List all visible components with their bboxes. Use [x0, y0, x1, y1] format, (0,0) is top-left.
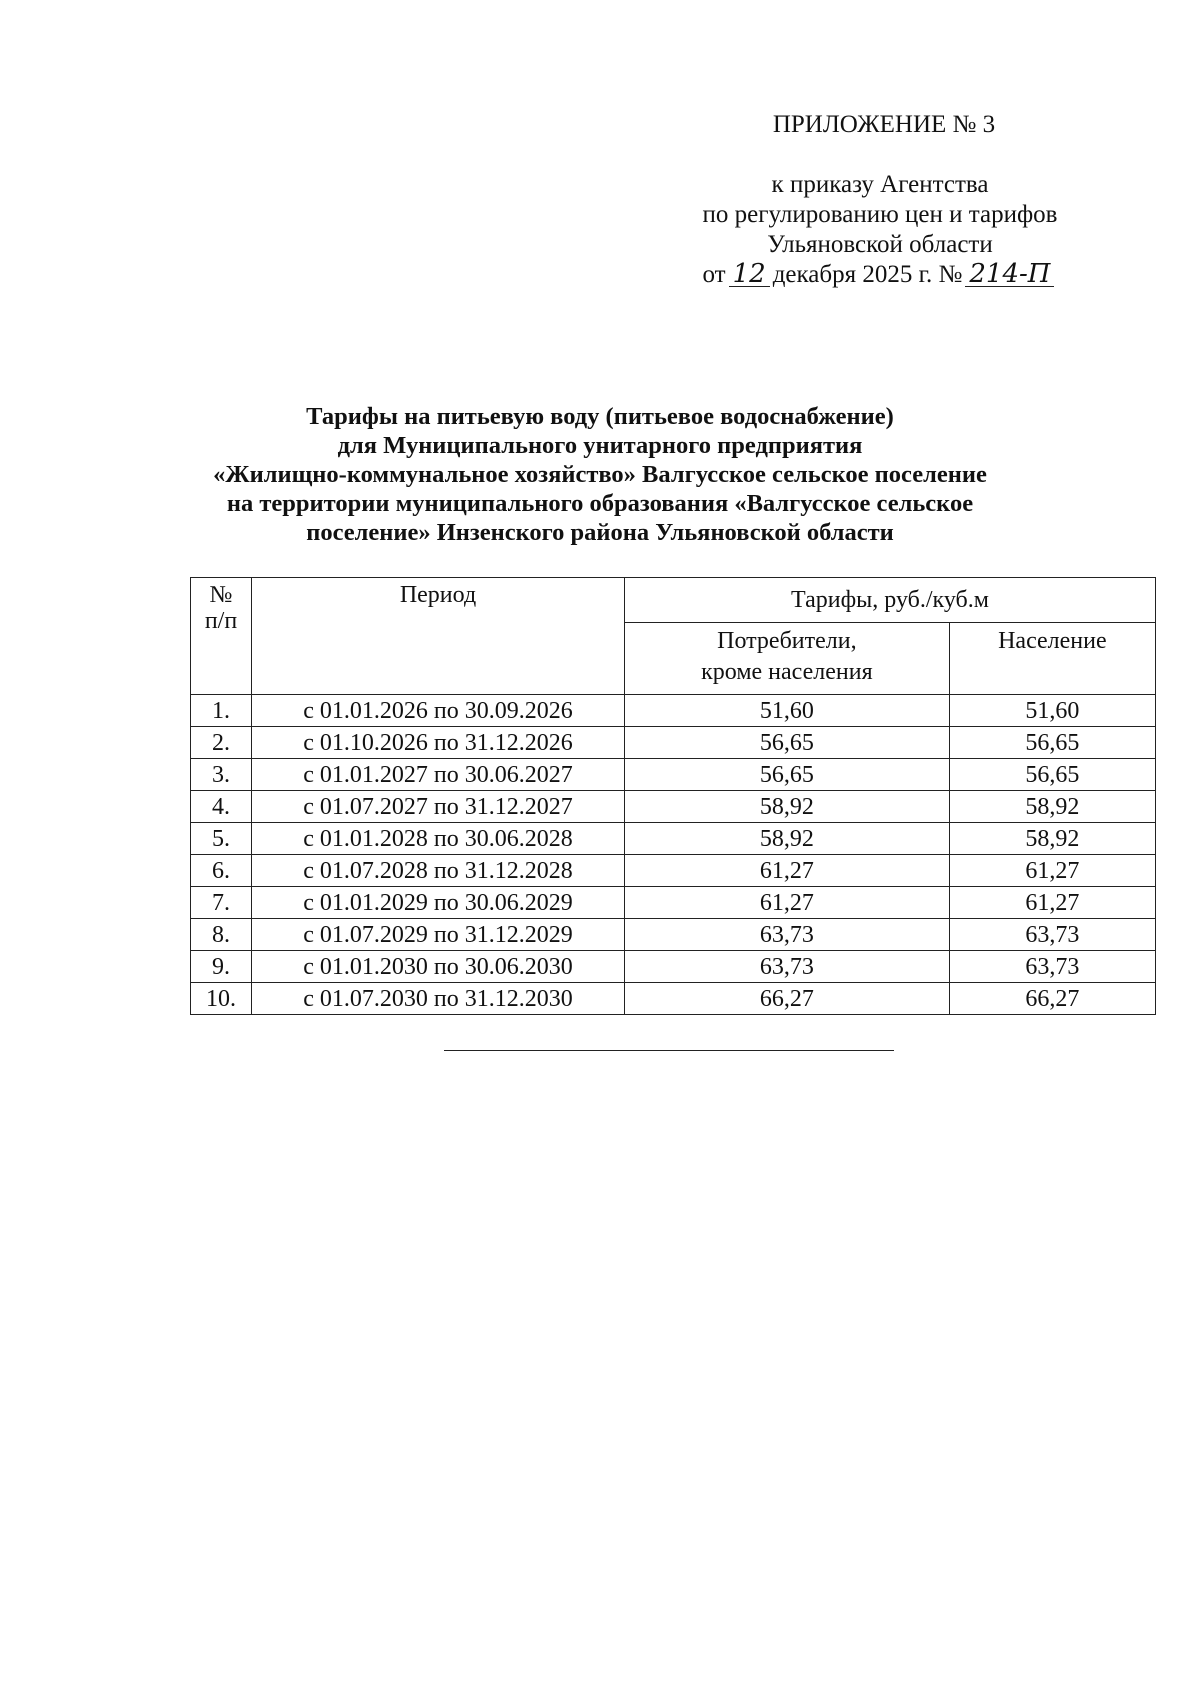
row-number-cell: 4. [191, 791, 252, 823]
header-consumers-line-2: кроме населения [701, 659, 873, 685]
row-number-cell: 10. [191, 983, 252, 1015]
row-population-tariff-cell: 61,27 [949, 887, 1155, 919]
row-consumers-tariff-cell: 51,60 [625, 695, 950, 727]
title-line-4: на территории муниципального образования «Валгусское сельское [226, 490, 974, 517]
closing-rule [444, 1050, 894, 1051]
row-period-cell: с 01.01.2026 по 30.09.2026 [252, 695, 625, 727]
row-population-tariff-cell: 63,73 [949, 919, 1155, 951]
row-consumers-tariff-cell: 61,27 [625, 887, 950, 919]
table-row [191, 855, 1156, 887]
row-population-tariff-cell: 63,73 [949, 951, 1155, 983]
row-period-cell: с 01.01.2030 по 30.06.2030 [252, 951, 625, 983]
table-row [191, 823, 1156, 855]
row-period-cell: с 01.07.2027 по 31.12.2027 [252, 791, 625, 823]
row-consumers-tariff-cell: 56,65 [625, 759, 950, 791]
table-row [191, 951, 1156, 983]
row-number-cell: 8. [191, 919, 252, 951]
handwritten-day: 12 [729, 262, 770, 287]
title-line-2: для Муниципального унитарного предприятия [337, 432, 863, 459]
document-title [160, 402, 1040, 547]
row-number-cell: 3. [191, 759, 252, 791]
header-consumers-line-1: Потребители, [717, 628, 857, 654]
row-consumers-tariff-cell: 58,92 [625, 823, 950, 855]
row-period-cell: с 01.07.2029 по 31.12.2029 [252, 919, 625, 951]
header-population: Население [949, 623, 1155, 695]
row-population-tariff-cell: 56,65 [949, 759, 1155, 791]
header-number-line-2: п/п [204, 608, 238, 634]
row-consumers-tariff-cell: 61,27 [625, 855, 950, 887]
row-population-tariff-cell: 58,92 [949, 791, 1155, 823]
header-consumers [625, 623, 950, 695]
table-row [191, 983, 1156, 1015]
table-row [191, 919, 1156, 951]
annex-line-1: к приказу Агентства [771, 171, 989, 198]
table-body [191, 695, 1156, 1015]
table-row [191, 887, 1156, 919]
row-consumers-tariff-cell: 56,65 [625, 727, 950, 759]
header-row-1 [191, 578, 1156, 623]
header-number [191, 578, 252, 695]
row-number-cell: 9. [191, 951, 252, 983]
tariffs-table [190, 577, 1156, 1015]
row-period-cell: с 01.01.2028 по 30.06.2028 [252, 823, 625, 855]
row-period-cell: с 01.01.2027 по 30.06.2027 [252, 759, 625, 791]
row-number-cell: 6. [191, 855, 252, 887]
annex-block [700, 110, 1060, 290]
row-consumers-tariff-cell: 58,92 [625, 791, 950, 823]
row-population-tariff-cell: 58,92 [949, 823, 1155, 855]
row-period-cell: с 01.10.2026 по 31.12.2026 [252, 727, 625, 759]
row-number-cell: 7. [191, 887, 252, 919]
title-line-5: поселение» Инзенского района Ульяновской области [306, 519, 894, 546]
header-period: Период [252, 578, 625, 695]
row-consumers-tariff-cell: 63,73 [625, 919, 950, 951]
header-number-line-1: № [209, 582, 233, 608]
title-line-3: «Жилищно-коммунальное хозяйство» Валгусское сельское поселение [213, 461, 987, 488]
table-row [191, 727, 1156, 759]
annex-line-2: по регулированию цен и тарифов [702, 201, 1058, 228]
table-row [191, 791, 1156, 823]
row-population-tariff-cell: 51,60 [949, 695, 1155, 727]
date-middle: декабря 2025 г. № [772, 261, 963, 288]
row-number-cell: 2. [191, 727, 252, 759]
row-consumers-tariff-cell: 66,27 [625, 983, 950, 1015]
row-period-cell: с 01.07.2030 по 31.12.2030 [252, 983, 625, 1015]
row-population-tariff-cell: 56,65 [949, 727, 1155, 759]
row-number-cell: 1. [191, 695, 252, 727]
annex-date-line [700, 260, 1060, 290]
row-consumers-tariff-cell: 63,73 [625, 951, 950, 983]
handwritten-order-number: 214-П [965, 262, 1054, 287]
annex-title: ПРИЛОЖЕНИЕ № 3 [772, 111, 996, 138]
annex-line-3: Ульяновской области [767, 231, 993, 258]
title-line-1: Тарифы на питьевую воду (питьевое водоснабжение) [306, 403, 894, 430]
table-row [191, 759, 1156, 791]
row-period-cell: с 01.01.2029 по 30.06.2029 [252, 887, 625, 919]
row-population-tariff-cell: 61,27 [949, 855, 1155, 887]
table-header [191, 578, 1156, 695]
table-row [191, 695, 1156, 727]
row-period-cell: с 01.07.2028 по 31.12.2028 [252, 855, 625, 887]
row-number-cell: 5. [191, 823, 252, 855]
row-population-tariff-cell: 66,27 [949, 983, 1155, 1015]
date-prefix: от [702, 261, 726, 288]
header-tariffs: Тарифы, руб./куб.м [625, 578, 1156, 623]
